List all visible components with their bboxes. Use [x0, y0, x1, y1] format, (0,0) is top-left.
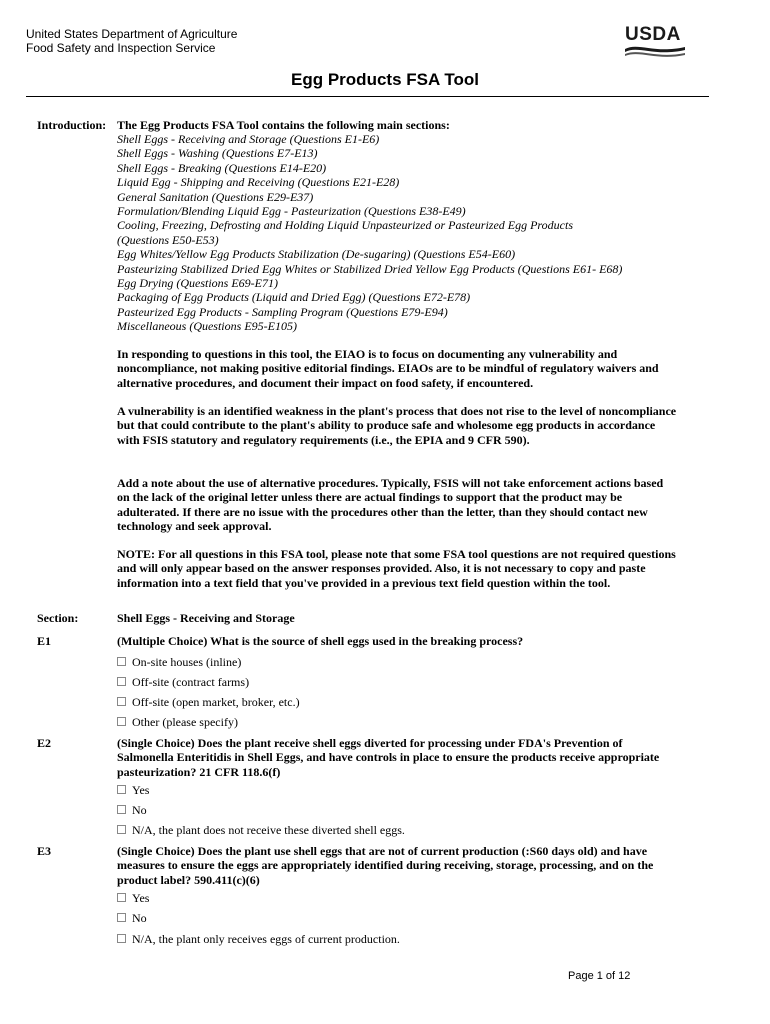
introduction-label: Introduction:: [37, 118, 107, 132]
usda-logo-text: USDA: [625, 24, 681, 45]
list-item: Packaging of Egg Products (Liquid and Dried Egg) (Questions E72-E78): [117, 290, 471, 305]
option-label: Yes: [132, 783, 150, 797]
question-id: E2: [37, 736, 52, 750]
option-label: Off-site (contract farms): [132, 675, 250, 689]
answer-option[interactable]: [117, 932, 400, 947]
option-label: No: [132, 803, 147, 817]
radio-icon[interactable]: [117, 934, 126, 943]
list-item: (Questions E50-E53): [117, 232, 219, 247]
option-label: No: [132, 911, 147, 925]
answer-option[interactable]: [117, 803, 147, 818]
list-item: Miscellaneous (Questions E95-E105): [117, 319, 297, 334]
radio-icon[interactable]: [117, 805, 126, 814]
option-label: N/A, the plant does not receive these diverted shell eggs.: [132, 823, 405, 837]
list-item: General Sanitation (Questions E29-E37): [117, 189, 314, 204]
usda-logo: [624, 22, 686, 60]
list-item: Cooling, Freezing, Defrosting and Holding Liquid Unpasteurized or Pasteurized Egg Products: [117, 218, 573, 233]
list-item: Shell Eggs - Washing (Questions E7-E13): [117, 146, 318, 161]
answer-option[interactable]: [117, 715, 238, 730]
question-text: (Single Choice) Does the plant receive shell eggs diverted for processing under FDA's Prevention of Salmonella Enteritidis in Shell Eggs, and have controls in place to ensure the products receive appropriate pasteurization? 21 CFR 118.6(f): [117, 736, 660, 779]
page-title: Egg Products FSA Tool: [291, 70, 479, 89]
radio-icon[interactable]: [117, 785, 126, 794]
section-list: [117, 132, 677, 334]
agency-name: [26, 27, 237, 55]
list-item: Pasteurizing Stabilized Dried Egg Whites or Stabilized Dried Yellow Egg Products (Questions E61- E68): [117, 261, 623, 276]
answer-option[interactable]: [117, 655, 241, 670]
question-text: (Single Choice) Does the plant use shell eggs that are not of current production (:S60 days old) and have measures to ensure the eggs are appropriately identified during receiving, storage, processing, and on the product label? 590.411(c)(6): [117, 844, 654, 887]
section-label: Section:: [37, 611, 79, 625]
answer-option[interactable]: [117, 891, 149, 906]
radio-icon[interactable]: [117, 893, 126, 902]
checkbox-icon[interactable]: [117, 717, 126, 726]
intro-paragraph-focus: In responding to questions in this tool, the EIAO is to focus on documenting any vulnerability and noncompliance, not making positive editorial findings. EIAOs are to be mindful of regulatory waivers and alternative procedures, and document their impact on food safety, if encountered.: [117, 347, 659, 390]
list-item: Egg Drying (Questions E69-E71): [117, 276, 278, 291]
question-id: E1: [37, 634, 52, 648]
checkbox-icon[interactable]: [117, 697, 126, 706]
option-label: Other (please specify): [132, 715, 238, 729]
option-label: Yes: [132, 891, 150, 905]
list-item: Formulation/Blending Liquid Egg - Pasteurization (Questions E38-E49): [117, 204, 466, 219]
answer-option[interactable]: [117, 823, 405, 838]
question-text: (Multiple Choice) What is the source of shell eggs used in the breaking process?: [117, 634, 524, 648]
radio-icon[interactable]: [117, 825, 126, 834]
answer-option[interactable]: [117, 675, 249, 690]
title-divider: [26, 96, 709, 97]
page-number: Page 1 of 12: [568, 970, 631, 982]
option-label: On-site houses (inline): [132, 655, 242, 669]
list-item: Liquid Egg - Shipping and Receiving (Questions E21-E28): [117, 175, 400, 190]
checkbox-icon[interactable]: [117, 657, 126, 666]
list-item: Shell Eggs - Receiving and Storage (Questions E1-E6): [117, 132, 380, 146]
option-label: N/A, the plant only receives eggs of current production.: [132, 932, 400, 946]
answer-option[interactable]: [117, 695, 300, 710]
option-label: Off-site (open market, broker, etc.): [132, 695, 300, 709]
question-id: E3: [37, 844, 52, 858]
intro-paragraph-alternative-procedures: Add a note about the use of alternative procedures. Typically, FSIS will not take enforcement actions based on the lack of the original letter unless there are actual findings to support that the product may be adulterated. If there are no issue with the procedures other than the letter, than they should contact new technology and seek approval.: [117, 476, 664, 533]
radio-icon[interactable]: [117, 913, 126, 922]
list-item: Shell Eggs - Breaking (Questions E14-E20): [117, 160, 327, 175]
intro-paragraph-note: NOTE: For all questions in this FSA tool, please note that some FSA tool questions are not required questions and will only appear based on the answer responses provided. Also, it is not necessary to copy and paste information into a text field that you've provided in a previous text field question within the tool.: [117, 547, 676, 590]
answer-option[interactable]: [117, 783, 149, 798]
list-item: Egg Whites/Yellow Egg Products Stabilization (De-sugaring) (Questions E54-E60): [117, 247, 516, 262]
list-item: Pasteurized Egg Products - Sampling Program (Questions E79-E94): [117, 304, 448, 319]
section-name: Shell Eggs - Receiving and Storage: [117, 611, 295, 625]
introduction-heading: The Egg Products FSA Tool contains the following main sections:: [117, 118, 450, 132]
checkbox-icon[interactable]: [117, 677, 126, 686]
agency-line-1: United States Department of Agriculture: [26, 27, 238, 41]
intro-paragraph-vulnerability: A vulnerability is an identified weakness in the plant's process that does not rise to the level of noncompliance but that could contribute to the plant's ability to produce safe and wholesome egg products in accordance with FSIS statutory and regulatory requirements (i.e., the EPIA and 9 CFR 590).: [117, 404, 677, 447]
agency-line-2: Food Safety and Inspection Service: [26, 41, 216, 55]
answer-option[interactable]: [117, 911, 147, 926]
